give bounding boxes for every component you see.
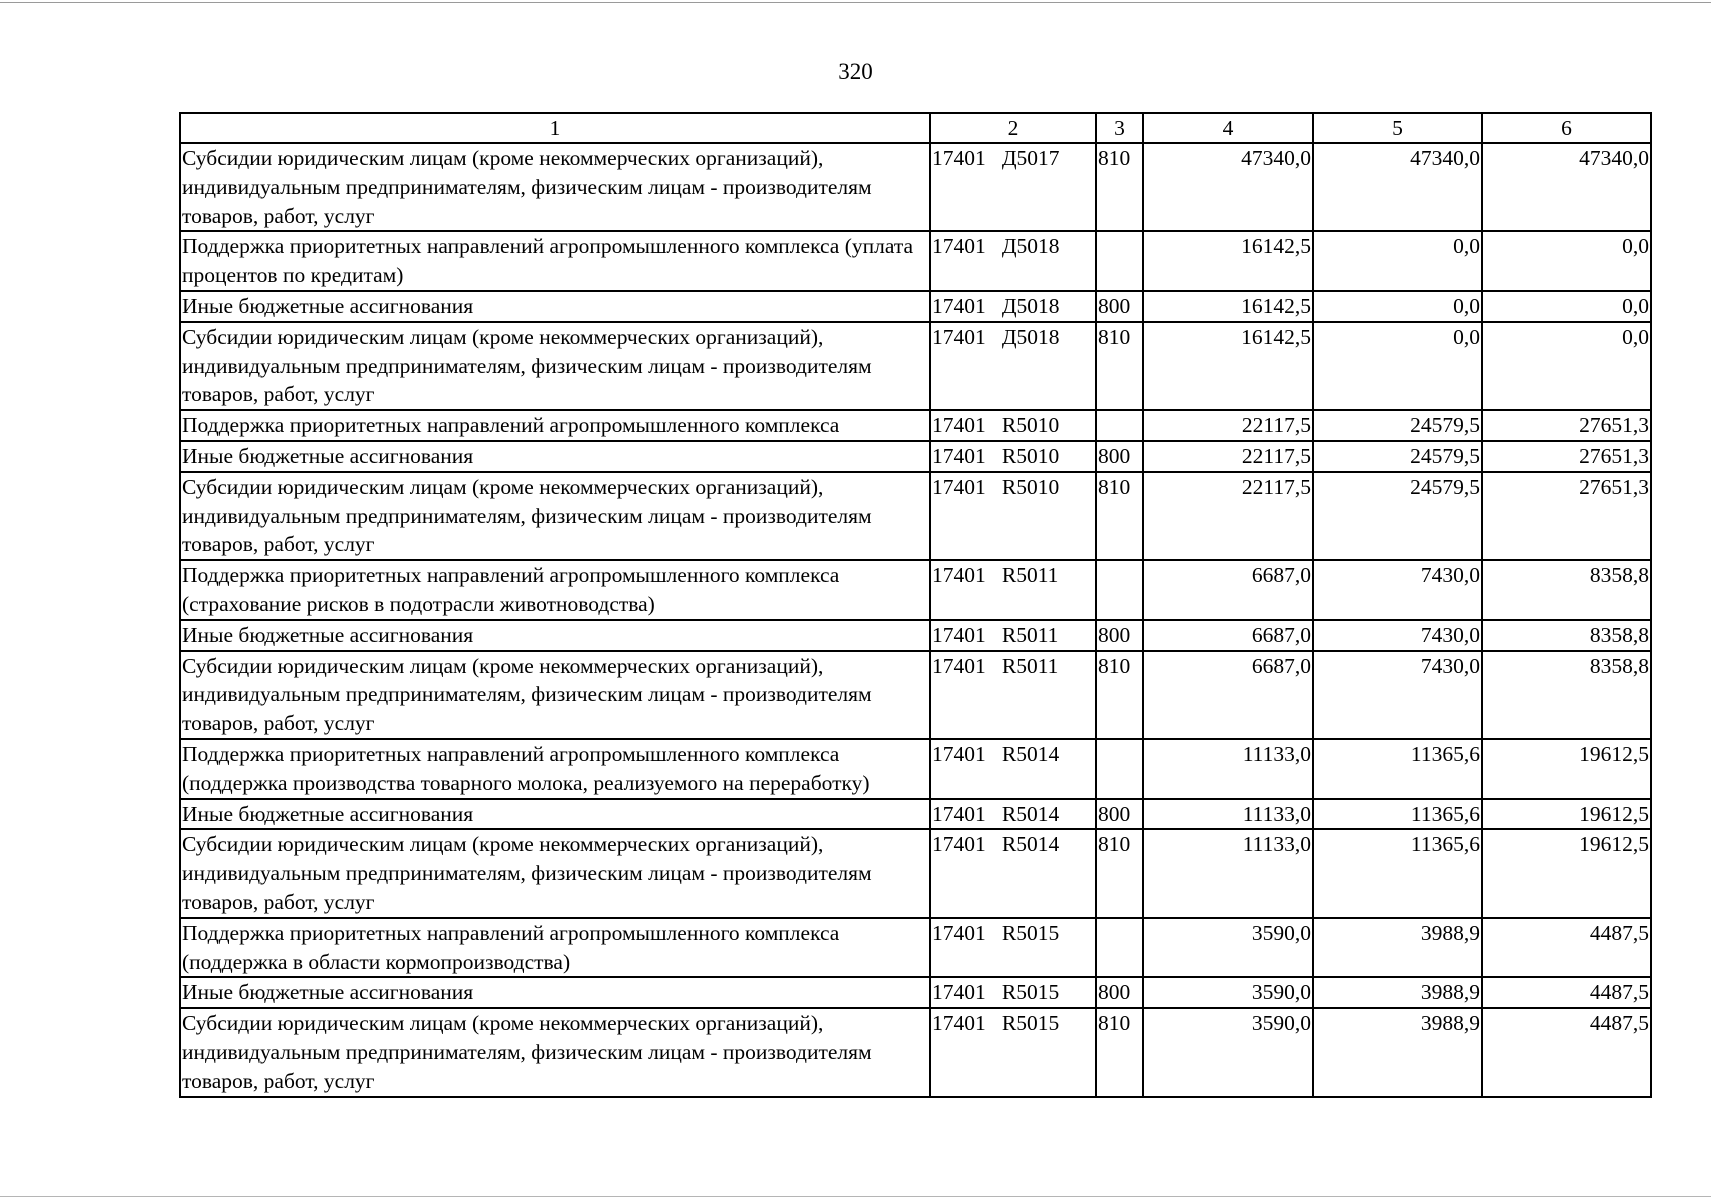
row-value-4: 11133,0 <box>1143 799 1313 830</box>
row-expense-type <box>1096 739 1143 799</box>
row-value-4: 47340,0 <box>1143 143 1313 231</box>
row-expense-type: 800 <box>1096 441 1143 472</box>
row-value-6: 27651,3 <box>1482 441 1651 472</box>
row-value-4: 22117,5 <box>1143 410 1313 441</box>
row-name: Иные бюджетные ассигнования <box>180 620 930 651</box>
row-code: 17401 Д5018 <box>930 322 1096 410</box>
row-name: Субсидии юридическим лицам (кроме некоммерческих организаций), индивидуальным предпринимателям, физическим лицам - производителям товаров, работ, услуг <box>180 651 930 739</box>
table-row <box>180 472 1651 560</box>
column-header-5: 5 <box>1313 113 1482 143</box>
column-header-3: 3 <box>1096 113 1143 143</box>
row-value-6: 27651,3 <box>1482 410 1651 441</box>
row-value-6: 19612,5 <box>1482 739 1651 799</box>
table-row <box>180 291 1651 322</box>
row-value-4: 11133,0 <box>1143 739 1313 799</box>
row-code: 17401 R5014 <box>930 739 1096 799</box>
table-row <box>180 977 1651 1008</box>
row-value-5: 24579,5 <box>1313 441 1482 472</box>
table-header-row <box>180 113 1651 143</box>
row-code: 17401 Д5018 <box>930 231 1096 291</box>
row-value-5: 24579,5 <box>1313 410 1482 441</box>
row-value-5: 0,0 <box>1313 231 1482 291</box>
row-expense-type: 800 <box>1096 291 1143 322</box>
row-value-6: 4487,5 <box>1482 977 1651 1008</box>
row-code: 17401 R5015 <box>930 977 1096 1008</box>
row-name: Поддержка приоритетных направлений агропромышленного комплекса (уплата процентов по кредитам) <box>180 231 930 291</box>
table-row <box>180 560 1651 620</box>
row-value-5: 7430,0 <box>1313 620 1482 651</box>
row-value-6: 8358,8 <box>1482 651 1651 739</box>
column-header-1: 1 <box>180 113 930 143</box>
row-value-4: 22117,5 <box>1143 472 1313 560</box>
row-name: Иные бюджетные ассигнования <box>180 441 930 472</box>
row-code: 17401 R5015 <box>930 918 1096 978</box>
row-value-4: 3590,0 <box>1143 1008 1313 1096</box>
row-expense-type: 810 <box>1096 651 1143 739</box>
row-value-6: 8358,8 <box>1482 620 1651 651</box>
row-expense-type: 800 <box>1096 620 1143 651</box>
row-value-6: 27651,3 <box>1482 472 1651 560</box>
row-value-5: 11365,6 <box>1313 739 1482 799</box>
row-value-6: 19612,5 <box>1482 799 1651 830</box>
row-expense-type <box>1096 560 1143 620</box>
row-code: 17401 Д5018 <box>930 291 1096 322</box>
row-value-4: 6687,0 <box>1143 560 1313 620</box>
row-expense-type: 800 <box>1096 977 1143 1008</box>
table-row <box>180 231 1651 291</box>
row-expense-type: 810 <box>1096 1008 1143 1096</box>
row-code: 17401 R5011 <box>930 560 1096 620</box>
row-value-5: 0,0 <box>1313 322 1482 410</box>
row-value-4: 3590,0 <box>1143 918 1313 978</box>
row-code: 17401 R5010 <box>930 441 1096 472</box>
scan-edge-top <box>0 2 1711 3</box>
row-value-5: 11365,6 <box>1313 799 1482 830</box>
row-name: Субсидии юридическим лицам (кроме некоммерческих организаций), индивидуальным предпринимателям, физическим лицам - производителям товаров, работ, услуг <box>180 472 930 560</box>
row-value-6: 4487,5 <box>1482 1008 1651 1096</box>
row-name: Субсидии юридическим лицам (кроме некоммерческих организаций), индивидуальным предпринимателям, физическим лицам - производителям товаров, работ, услуг <box>180 1008 930 1096</box>
row-name: Иные бюджетные ассигнования <box>180 799 930 830</box>
row-value-4: 22117,5 <box>1143 441 1313 472</box>
row-value-5: 7430,0 <box>1313 651 1482 739</box>
table-row <box>180 143 1651 231</box>
row-value-6: 4487,5 <box>1482 918 1651 978</box>
table-row <box>180 620 1651 651</box>
row-expense-type: 810 <box>1096 322 1143 410</box>
row-value-4: 16142,5 <box>1143 231 1313 291</box>
row-value-6: 0,0 <box>1482 231 1651 291</box>
table-row <box>180 322 1651 410</box>
row-value-4: 3590,0 <box>1143 977 1313 1008</box>
table-row <box>180 829 1651 917</box>
row-code: 17401 R5015 <box>930 1008 1096 1096</box>
column-header-4: 4 <box>1143 113 1313 143</box>
row-name: Субсидии юридическим лицам (кроме некоммерческих организаций), индивидуальным предпринимателям, физическим лицам - производителям товаров, работ, услуг <box>180 829 930 917</box>
row-expense-type: 810 <box>1096 829 1143 917</box>
row-expense-type <box>1096 231 1143 291</box>
row-code: 17401 R5010 <box>930 472 1096 560</box>
row-code: 17401 R5010 <box>930 410 1096 441</box>
row-code: 17401 R5011 <box>930 620 1096 651</box>
row-value-5: 0,0 <box>1313 291 1482 322</box>
page-number: 320 <box>838 59 873 84</box>
row-value-5: 3988,9 <box>1313 977 1482 1008</box>
table-row <box>180 739 1651 799</box>
row-value-4: 16142,5 <box>1143 291 1313 322</box>
row-expense-type: 810 <box>1096 472 1143 560</box>
row-value-6: 47340,0 <box>1482 143 1651 231</box>
row-name: Поддержка приоритетных направлений агропромышленного комплекса (поддержка производства товарного молока, реализуемого на переработку) <box>180 739 930 799</box>
row-value-5: 24579,5 <box>1313 472 1482 560</box>
budget-table <box>179 112 1652 1098</box>
row-value-5: 47340,0 <box>1313 143 1482 231</box>
table-row <box>180 918 1651 978</box>
column-header-2: 2 <box>930 113 1096 143</box>
row-code: 17401 R5014 <box>930 799 1096 830</box>
row-value-5: 3988,9 <box>1313 1008 1482 1096</box>
table-row <box>180 799 1651 830</box>
row-name: Иные бюджетные ассигнования <box>180 977 930 1008</box>
row-name: Поддержка приоритетных направлений агропромышленного комплекса (страхование рисков в подотрасли животноводства) <box>180 560 930 620</box>
table-row <box>180 651 1651 739</box>
row-value-6: 0,0 <box>1482 291 1651 322</box>
row-name: Поддержка приоритетных направлений агропромышленного комплекса <box>180 410 930 441</box>
row-expense-type <box>1096 918 1143 978</box>
row-value-5: 7430,0 <box>1313 560 1482 620</box>
table-row <box>180 1008 1651 1096</box>
row-expense-type: 800 <box>1096 799 1143 830</box>
table-row <box>180 410 1651 441</box>
row-value-4: 11133,0 <box>1143 829 1313 917</box>
table-row <box>180 441 1651 472</box>
column-header-6: 6 <box>1482 113 1651 143</box>
row-name: Субсидии юридическим лицам (кроме некоммерческих организаций), индивидуальным предпринимателям, физическим лицам - производителям товаров, работ, услуг <box>180 143 930 231</box>
row-value-6: 8358,8 <box>1482 560 1651 620</box>
row-value-4: 6687,0 <box>1143 620 1313 651</box>
row-code: 17401 Д5017 <box>930 143 1096 231</box>
row-expense-type: 810 <box>1096 143 1143 231</box>
row-name: Поддержка приоритетных направлений агропромышленного комплекса (поддержка в области кормопроизводства) <box>180 918 930 978</box>
scan-edge-bottom <box>0 1196 1711 1197</box>
row-code: 17401 R5014 <box>930 829 1096 917</box>
row-value-5: 11365,6 <box>1313 829 1482 917</box>
row-name: Иные бюджетные ассигнования <box>180 291 930 322</box>
row-code: 17401 R5011 <box>930 651 1096 739</box>
row-name: Субсидии юридическим лицам (кроме некоммерческих организаций), индивидуальным предпринимателям, физическим лицам - производителям товаров, работ, услуг <box>180 322 930 410</box>
row-value-5: 3988,9 <box>1313 918 1482 978</box>
row-value-6: 0,0 <box>1482 322 1651 410</box>
row-value-6: 19612,5 <box>1482 829 1651 917</box>
row-expense-type <box>1096 410 1143 441</box>
row-value-4: 6687,0 <box>1143 651 1313 739</box>
row-value-4: 16142,5 <box>1143 322 1313 410</box>
